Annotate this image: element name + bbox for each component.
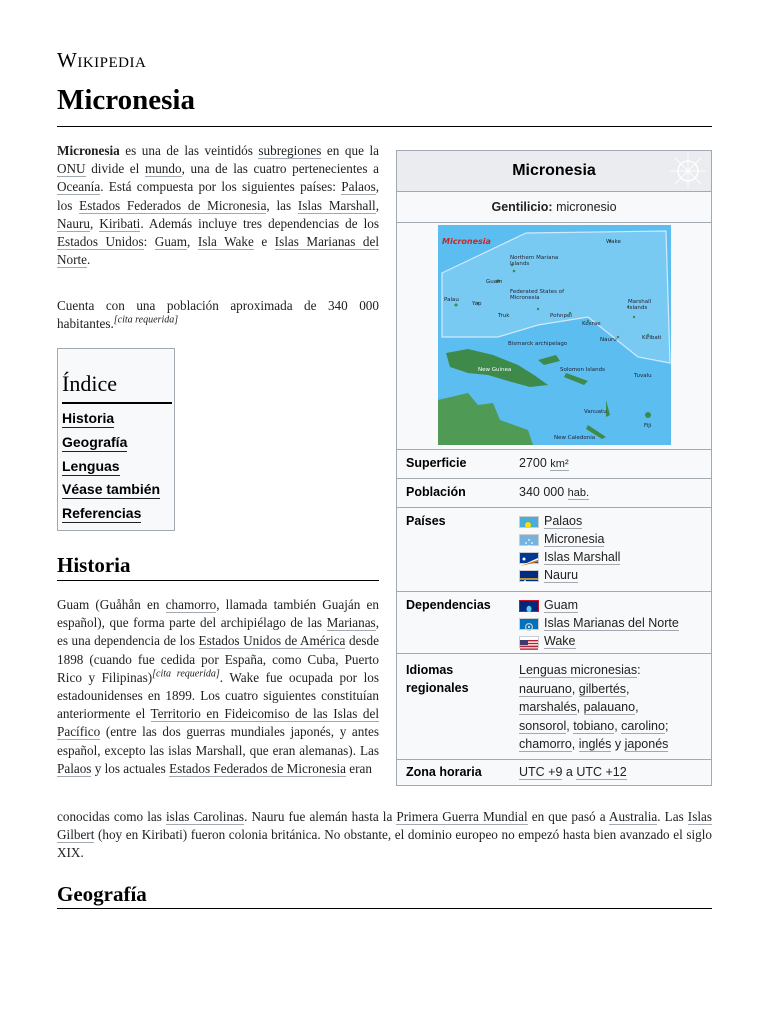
text: : bbox=[143, 234, 155, 250]
infobox-title-text: Micronesia bbox=[512, 162, 596, 179]
map-label: Wake bbox=[606, 239, 621, 245]
poblacion-label: Población bbox=[406, 485, 466, 499]
separator: ; bbox=[664, 718, 669, 733]
text: (entre las dos guerras mundiales japonés, y antes español, excepto las islas Marshall, que eran alemanas). Las bbox=[57, 724, 379, 758]
link-utc-12[interactable]: UTC +12 bbox=[576, 765, 627, 779]
superficie-unit-link[interactable]: km² bbox=[550, 458, 569, 470]
dependencia-row bbox=[519, 632, 679, 650]
section-heading-geografia: Geografía bbox=[57, 882, 147, 906]
gentilicio-value: micronesio bbox=[556, 200, 617, 214]
population-paragraph bbox=[57, 297, 379, 333]
infobox bbox=[396, 150, 712, 786]
zona-horaria-value bbox=[519, 765, 627, 779]
infobox-divider bbox=[397, 653, 711, 654]
link-marshales[interactable]: marshalés bbox=[519, 700, 577, 714]
micronesia-flag-icon bbox=[519, 534, 539, 546]
map-label: Tuvalu bbox=[634, 373, 652, 379]
pais-row bbox=[519, 548, 620, 566]
paises-label: Países bbox=[406, 514, 446, 528]
text: Cuenta con una población aproximada de 340 000 habitantes. bbox=[57, 298, 379, 332]
text: divide el bbox=[85, 161, 145, 177]
link-ingles[interactable]: inglés bbox=[578, 737, 612, 751]
map-label: Yap bbox=[472, 301, 482, 307]
link-marianas[interactable]: Marianas bbox=[326, 615, 376, 631]
link-primera-guerra-mundial[interactable]: Primera Guerra Mundial bbox=[396, 809, 528, 824]
map-label: Federated States of Micronesia bbox=[510, 289, 565, 301]
map-label: Bismarck archipelago bbox=[508, 341, 568, 347]
link-palaos[interactable]: Palaos bbox=[341, 179, 376, 195]
link-sonsorol[interactable]: sonsorol bbox=[519, 718, 567, 733]
toc-divider bbox=[62, 402, 172, 404]
link-nauruano[interactable]: nauruano bbox=[519, 681, 572, 696]
citation-needed[interactable]: [cita requerida] bbox=[113, 314, 179, 326]
citation-needed[interactable]: [cita requerida] bbox=[152, 668, 220, 680]
link-guam[interactable]: Guam bbox=[544, 598, 579, 612]
separator: , bbox=[626, 681, 630, 696]
historia-paragraph bbox=[57, 596, 379, 778]
text: , las bbox=[266, 197, 298, 213]
text: . bbox=[87, 252, 91, 268]
map-label: New Guinea bbox=[478, 367, 512, 373]
text: conocidas como las bbox=[57, 809, 166, 824]
link-utc-9[interactable]: UTC +9 bbox=[519, 765, 563, 779]
link-islas-gilbert[interactable]: Islas Gilbert bbox=[57, 809, 712, 843]
text: , bbox=[187, 234, 198, 250]
map-label: New Caledonia bbox=[554, 435, 596, 441]
toc-item-historia[interactable]: Historia bbox=[62, 410, 115, 426]
map-label: Guam bbox=[486, 279, 503, 285]
infobox-divider bbox=[397, 759, 711, 760]
link-nauru[interactable]: Nauru bbox=[57, 215, 90, 231]
infobox-divider bbox=[397, 478, 711, 479]
separator: y bbox=[611, 737, 625, 751]
geografia-divider bbox=[57, 908, 712, 909]
map-label: Truk bbox=[498, 313, 510, 319]
link-islas-marianas[interactable]: Islas Marianas del Norte bbox=[544, 616, 679, 630]
link-mundo[interactable]: mundo bbox=[144, 161, 182, 177]
separator: , bbox=[571, 681, 579, 696]
infobox-title bbox=[397, 151, 711, 192]
wikipedia-logo[interactable]: Wikipedia bbox=[57, 48, 147, 72]
map-label: Kiribati bbox=[642, 335, 662, 341]
superficie-number: 2700 bbox=[519, 456, 547, 470]
link-chamorro[interactable]: chamorro bbox=[519, 737, 572, 751]
link-isla-wake[interactable]: Isla Wake bbox=[197, 234, 254, 250]
text: desde 1898 (cuando fue cedida por España, como Cuba, Puerto Rico y Filipinas) bbox=[57, 633, 379, 685]
link-estados-unidos-america[interactable]: Estados Unidos de América bbox=[198, 633, 346, 649]
table-of-contents bbox=[57, 348, 175, 531]
superficie-value bbox=[519, 456, 569, 470]
infobox-divider bbox=[397, 591, 711, 592]
link-nauru[interactable]: Nauru bbox=[544, 568, 579, 582]
separator: : bbox=[637, 663, 641, 677]
separator: , bbox=[576, 700, 584, 714]
idiomas-label bbox=[406, 661, 469, 697]
text: , los bbox=[57, 179, 379, 213]
idiomas-list bbox=[519, 661, 704, 754]
toc-item-vease-tambien[interactable]: Véase también bbox=[62, 481, 161, 497]
nauru-flag-icon bbox=[519, 570, 539, 582]
link-islas-carolinas[interactable]: islas Carolinas bbox=[165, 809, 245, 824]
pais-row bbox=[519, 566, 620, 584]
map-label: Fiji bbox=[644, 423, 652, 429]
link-carolino[interactable]: carolino bbox=[621, 718, 665, 733]
text: y los actuales bbox=[91, 760, 170, 776]
map-label: Northern Mariana Islands bbox=[510, 255, 559, 267]
link-gilbertes[interactable]: gilbertés bbox=[578, 681, 627, 696]
text: es una de las veintidós bbox=[119, 143, 259, 158]
link-wake[interactable]: Wake bbox=[544, 634, 576, 648]
pais-row bbox=[519, 512, 620, 530]
superficie-label: Superficie bbox=[406, 456, 467, 470]
page-title: Micronesia bbox=[57, 84, 195, 116]
link-palauano[interactable]: palauano bbox=[583, 700, 636, 714]
infobox-divider bbox=[397, 449, 711, 450]
text: , una de las cuatro pertenecientes a bbox=[181, 161, 380, 177]
text: . Está compuesta por los siguientes países: bbox=[100, 179, 342, 195]
zona-horaria-label: Zona horaria bbox=[406, 765, 482, 779]
title-divider bbox=[57, 126, 712, 127]
paises-list bbox=[519, 512, 620, 584]
text: en que la bbox=[321, 143, 379, 158]
link-territorio-fideicomiso[interactable]: Territorio en Fideicomiso de las Islas del Pacífico bbox=[57, 706, 380, 740]
text: (hoy en Kiribati) fueron colonia británica. No obstante, el dominio europeo no empezó hasta bien avanzado el siglo XIX. bbox=[57, 827, 712, 861]
toc-item-geografia[interactable]: Geografía bbox=[62, 434, 128, 450]
text: eran bbox=[345, 760, 372, 776]
separator: , bbox=[571, 737, 579, 751]
text: , bbox=[375, 197, 379, 213]
link-oceania[interactable]: Oceanía bbox=[57, 179, 101, 195]
dependencias-list bbox=[519, 596, 679, 650]
dependencias-label: Dependencias bbox=[406, 598, 491, 612]
map-label: Vanuatu bbox=[584, 409, 607, 415]
dependencia-row bbox=[519, 596, 679, 614]
section-heading-historia: Historia bbox=[57, 553, 131, 577]
link-guam[interactable]: Guam bbox=[154, 234, 188, 250]
link-japones[interactable]: japonés bbox=[624, 737, 669, 751]
map-label: Marshall Islands bbox=[628, 299, 652, 311]
compass-rose-icon bbox=[669, 153, 707, 189]
link-australia[interactable]: Australia bbox=[608, 809, 658, 824]
link-estados-federados[interactable]: Estados Federados de Micronesia bbox=[79, 197, 267, 213]
poblacion-number: 340 000 bbox=[519, 485, 565, 499]
map-label: Kosrae bbox=[582, 321, 601, 327]
historia-divider bbox=[57, 580, 379, 581]
link-tobiano[interactable]: tobiano bbox=[573, 718, 615, 733]
link-micronesia[interactable]: Micronesia bbox=[544, 532, 605, 546]
idiomas-label-line1: Idiomas bbox=[406, 663, 454, 677]
text: . Las bbox=[657, 809, 688, 824]
infobox-gentilicio bbox=[397, 192, 711, 223]
pais-row bbox=[519, 530, 620, 548]
text: e bbox=[253, 234, 275, 250]
map-title: Micronesia bbox=[442, 237, 491, 246]
gentilicio-label: Gentilicio: bbox=[491, 200, 553, 214]
link-lenguas-micronesias[interactable]: Lenguas micronesias bbox=[519, 663, 638, 677]
text: Guam (Guåhån en bbox=[57, 597, 166, 612]
link-palaos[interactable]: Palaos bbox=[57, 760, 92, 776]
text: en que pasó a bbox=[527, 809, 609, 824]
map-label: Solomon Islands bbox=[560, 367, 605, 373]
palau-flag-icon bbox=[519, 516, 539, 528]
separator: , bbox=[635, 700, 639, 714]
northern-mariana-flag-icon bbox=[519, 618, 539, 630]
usa-flag-icon bbox=[519, 636, 539, 648]
link-palaos[interactable]: Palaos bbox=[544, 514, 583, 528]
text: . Además incluye tres dependencias de los bbox=[140, 215, 379, 231]
link-chamorro[interactable]: chamorro bbox=[165, 597, 217, 612]
separator: , bbox=[614, 718, 622, 733]
link-kiribati[interactable]: Kiribati bbox=[99, 215, 141, 231]
toc-title: Índice bbox=[62, 371, 117, 396]
text: . Nauru fue alemán hasta la bbox=[244, 809, 397, 824]
guam-flag-icon bbox=[519, 600, 539, 612]
micronesia-map[interactable] bbox=[438, 225, 671, 445]
text: . Wake fue ocupada por los estadounidenses en 1899. Los cuatro siguientes constituían anteriormente el bbox=[57, 669, 379, 722]
separator: a bbox=[562, 765, 577, 779]
map-label: Pohnpei bbox=[550, 313, 572, 319]
idiomas-label-line2: regionales bbox=[406, 681, 469, 695]
link-islas-marshall[interactable]: Islas Marshall bbox=[297, 197, 376, 213]
poblacion-value bbox=[519, 485, 589, 499]
intro-bold-term: Micronesia bbox=[57, 143, 120, 158]
infobox-divider bbox=[397, 507, 711, 508]
text: , es una dependencia de los bbox=[57, 615, 379, 649]
map-label: Palau bbox=[444, 297, 459, 303]
toc-item-referencias[interactable]: Referencias bbox=[62, 505, 142, 521]
toc-item-lenguas[interactable]: Lenguas bbox=[62, 458, 120, 474]
intro-paragraph bbox=[57, 142, 379, 269]
text: , llamada también Guaján en español), que forma parte del archipiélago de las bbox=[57, 597, 379, 631]
link-islas-marshall[interactable]: Islas Marshall bbox=[544, 550, 621, 564]
link-subregiones[interactable]: subregiones bbox=[258, 143, 322, 158]
text: , bbox=[89, 215, 100, 231]
historia-paragraph-continued bbox=[57, 808, 712, 863]
map-label: Nauru bbox=[600, 337, 617, 343]
separator: , bbox=[566, 718, 574, 733]
poblacion-unit-link[interactable]: hab. bbox=[567, 487, 590, 499]
link-estados-federados[interactable]: Estados Federados de Micronesia bbox=[169, 760, 346, 776]
link-islas-marianas[interactable]: Islas Marianas del Norte bbox=[57, 234, 380, 268]
dependencia-row bbox=[519, 614, 679, 632]
marshall-islands-flag-icon bbox=[519, 552, 539, 564]
link-estados-unidos[interactable]: Estados Unidos bbox=[57, 234, 144, 250]
link-onu[interactable]: ONU bbox=[57, 161, 86, 177]
